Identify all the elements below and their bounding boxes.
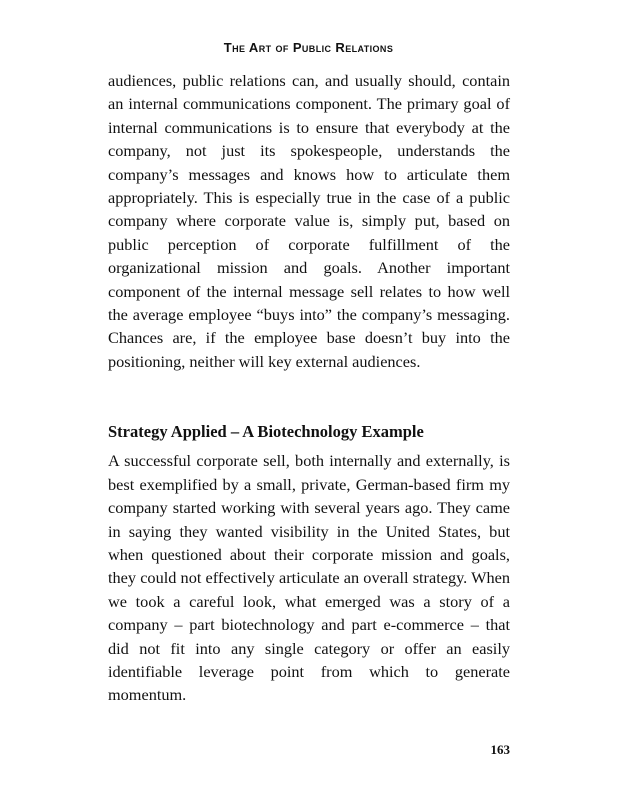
- page-number: 163: [490, 742, 510, 757]
- body-paragraph-1: audiences, public relations can, and usually should, contain an internal communications component. The primary goal of internal communications is to ensure that everybody at the company, not just its spokespeople, understands the company’s messages and knows how to articulate them appropriately. This is especially true in the case of a public company where corporate value is, simply put, based on public perception of corporate fulfillment of the organizational mission and goals. Another important component of the internal message sell relates to how well the average employee “buys into” the company’s messaging. Chances are, if the employee base doesn’t buy into the positioning, neither will key external audiences.: [108, 71, 510, 371]
- body-paragraph-2: A successful corporate sell, both internally and externally, is best exemplified by a small, private, German-based firm my company started working with several years ago. They came in saying they wanted visibility in the United States, but when questioned about their corporate mission and goals, they could not effectively articulate an overall strategy. When we took a careful look, what emerged was a story of a company – part biotechnology and part e-commerce – that did not fit into any single category or offer an easily identifiable leverage point from which to generate momentum.: [108, 451, 510, 705]
- page-body: [108, 69, 510, 707]
- running-head-title: The Art of Public Relations: [223, 40, 394, 55]
- section-heading: Strategy Applied – A Biotechnology Example: [108, 422, 424, 442]
